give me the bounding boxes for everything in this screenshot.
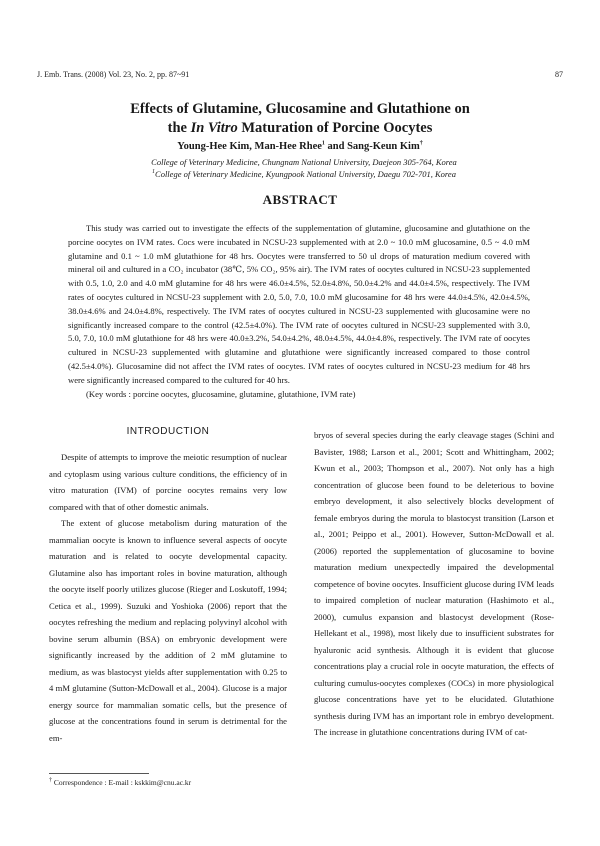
affiliation-2-mark: 1 — [152, 169, 156, 176]
intro-paragraph-2: The extent of glucose metabolism during maturation of the mammalian oocyte is known to influence several aspects of oocyte maturation and is related to oocyte developmental capacity. Glutamine also has important roles in bovine maturation, although the oocyte itself poorly utilizes glucose (Rieger and Loskutoff, 1994; Cetica et al., 1999). Suzuki and Yoshioka (2006) report that the oocytes refreshing the medium and replacing polyvinyl alcohol with bovine serum albumin (BSA) on embryonic development were significantly increased by the addition of 2 mM glutamine to medium, as was blastocyst yields after supplementation with 0.25 to 4 mM glutamine (Sutton-McDowall et al., 2004). Glucose is a major energy source for mammalian somatic cells, but the presence of glucose at the concentrations found in serum is detrimental for the em- — [49, 518, 287, 743]
abstract-section — [68, 222, 530, 401]
affiliation-1: College of Veterinary Medicine, Chungnam National University, Daejeon 305-764, Korea — [151, 157, 457, 167]
keywords: (Key words : porcine oocytes, glucosamine, glutamine, glutathione, IVM rate) — [86, 388, 356, 399]
affiliation-2-text: College of Veterinary Medicine, Kyungpook National University, Daegu 702-701, Korea — [155, 169, 456, 179]
intro-paragraph-3: bryos of several species during the early cleavage stages (Schini and Bavister, 1988; Larson et al., 2001; Scott and Whittingham, 2002; Kwun et al., 2003; Thompson et al., 2007). Not only has a high concentration of glucose been found to be deleterious to bovine embryo development, it also selectively blocks development of female embryos during the morula to blastocyst transition (Larson et al., 2001; Peippo et al., 2001). However, Sutton-McDowall et al. (2006) reported the supplementation of glucosamine to bovine maturation medium unexpectedly impaired the developmental competence of bovine oocytes. Insufficient glucose during IVM leads to impaired completion of nuclear maturation (Hashimoto et al., 2000), cumulus expansion and blastocyst development (Rose-Hellekant et al., 1998), most likely due to insufficient substrates for hyaluronic acid synthesis. Although it is evident that glucose concentrations play a crucial role in oocyte maturation, the effects of culturing cumulus-oocytes complexes (COCs) in more physiological glucose concentrations have yet to be elucidated. Glutathione synthesis during IVM has an important role in embryo development. The increase in glutathione concentrations during IVM of cat- — [314, 430, 554, 737]
author-list — [0, 141, 600, 152]
title-line-2-post: Maturation of Porcine Oocytes — [237, 120, 433, 136]
left-column — [49, 425, 287, 746]
page-number: 87 — [555, 70, 563, 79]
footnote — [49, 778, 191, 787]
title-line-1: Effects of Glutamine, Glucosamine and Glutathione on — [130, 101, 470, 117]
footnote-divider — [49, 773, 149, 774]
intro-paragraph-1: Despite of attempts to improve the meiotic resumption of nuclear and cytoplasm using various culture conditions, the efficiency of in vitro maturation (IVM) of porcine oocytes remains very low compared with that of other domestic animals. — [49, 452, 287, 512]
author-2: and Sang-Keun Kim — [324, 141, 420, 152]
journal-citation: J. Emb. Trans. (2008) Vol. 23, No. 2, pp. 87~91 — [37, 70, 190, 79]
author-1-mark: 1 — [321, 140, 325, 147]
abstract-heading: ABSTRACT — [262, 192, 338, 207]
footnote-mark: † — [49, 777, 52, 784]
author-2-mark: † — [419, 140, 423, 147]
title-line-2-pre: the — [167, 120, 191, 136]
right-column — [314, 427, 554, 741]
footnote-text: Correspondence : E-mail : kskkim@cnu.ac.kr — [52, 778, 192, 787]
author-1: Young-Hee Kim, Man-Hee Rhee — [177, 141, 322, 152]
introduction-heading: INTRODUCTION — [126, 426, 210, 437]
running-head — [37, 70, 563, 79]
affiliation-2 — [124, 168, 484, 180]
title-line-2 — [0, 119, 600, 138]
paper-title — [0, 100, 600, 138]
abstract-body: This study was carried out to investigate the effects of the supplementation of glutamine, glucosamine and glutathione on the porcine oocytes on IVM rates. Cocs were incubated in NCSU-23 supplemented with at 2.0 ~ 10.0 mM glucosamine, 0.5 ~ 4.0 mM glutamine and 0.1 ~ 1.0 mM glutathione for 48 hrs. Oocytes were transferred to 50 ul drops of maturation medium covered with mineral oil and cultured in a CO₂ incubator (38℃, 5% CO₂, 95% air). The IVM rates of oocytes cultured in NCSU-23 supplemented with 0.5, 1.0, 2.0 and 4.0 mM glutamine for 48 hrs were 46.0±4.5%, 52.0±4.8%, 50.0±4.2% and 44.0±4.5%, respectively. The IVM rates of oocytes cultured in NCSU-23 supplement with 2.0, 5.0, 7.0, 10.0 mM glucosamine for 48 hrs were 44.0±4.5%, 42.0±4.5%, 38.0±4.6% and 24.0±4.8%, respectively. The IVM rates of oocytes cultured in NCSU-23 supplemented with glucosamine were no significantly increased compare to the control (42.5±4.0%). The IVM rate of oocytes cultured in NCSU-23 supplemented with 3.0, 5.0, 7.0, 10.0 mM glutathione for 48 hrs were 40.0±3.2%, 54.0±4.2%, 48.0±4.5%, 44.0±4.8%, respectively. The IVM rate of oocytes cultured in NCSU-23 supplemented with glutamine and glutathione were significantly increased compared to those control (42.5±4.0%). Glucosamine did not affect the IVM rates of oocytes. IVM rates of oocytes cultured in NCSU-23 medium for 48 hrs were significantly increased compared to the cultured for 40 hrs. — [68, 223, 530, 385]
title-italic: In Vitro — [190, 120, 238, 136]
